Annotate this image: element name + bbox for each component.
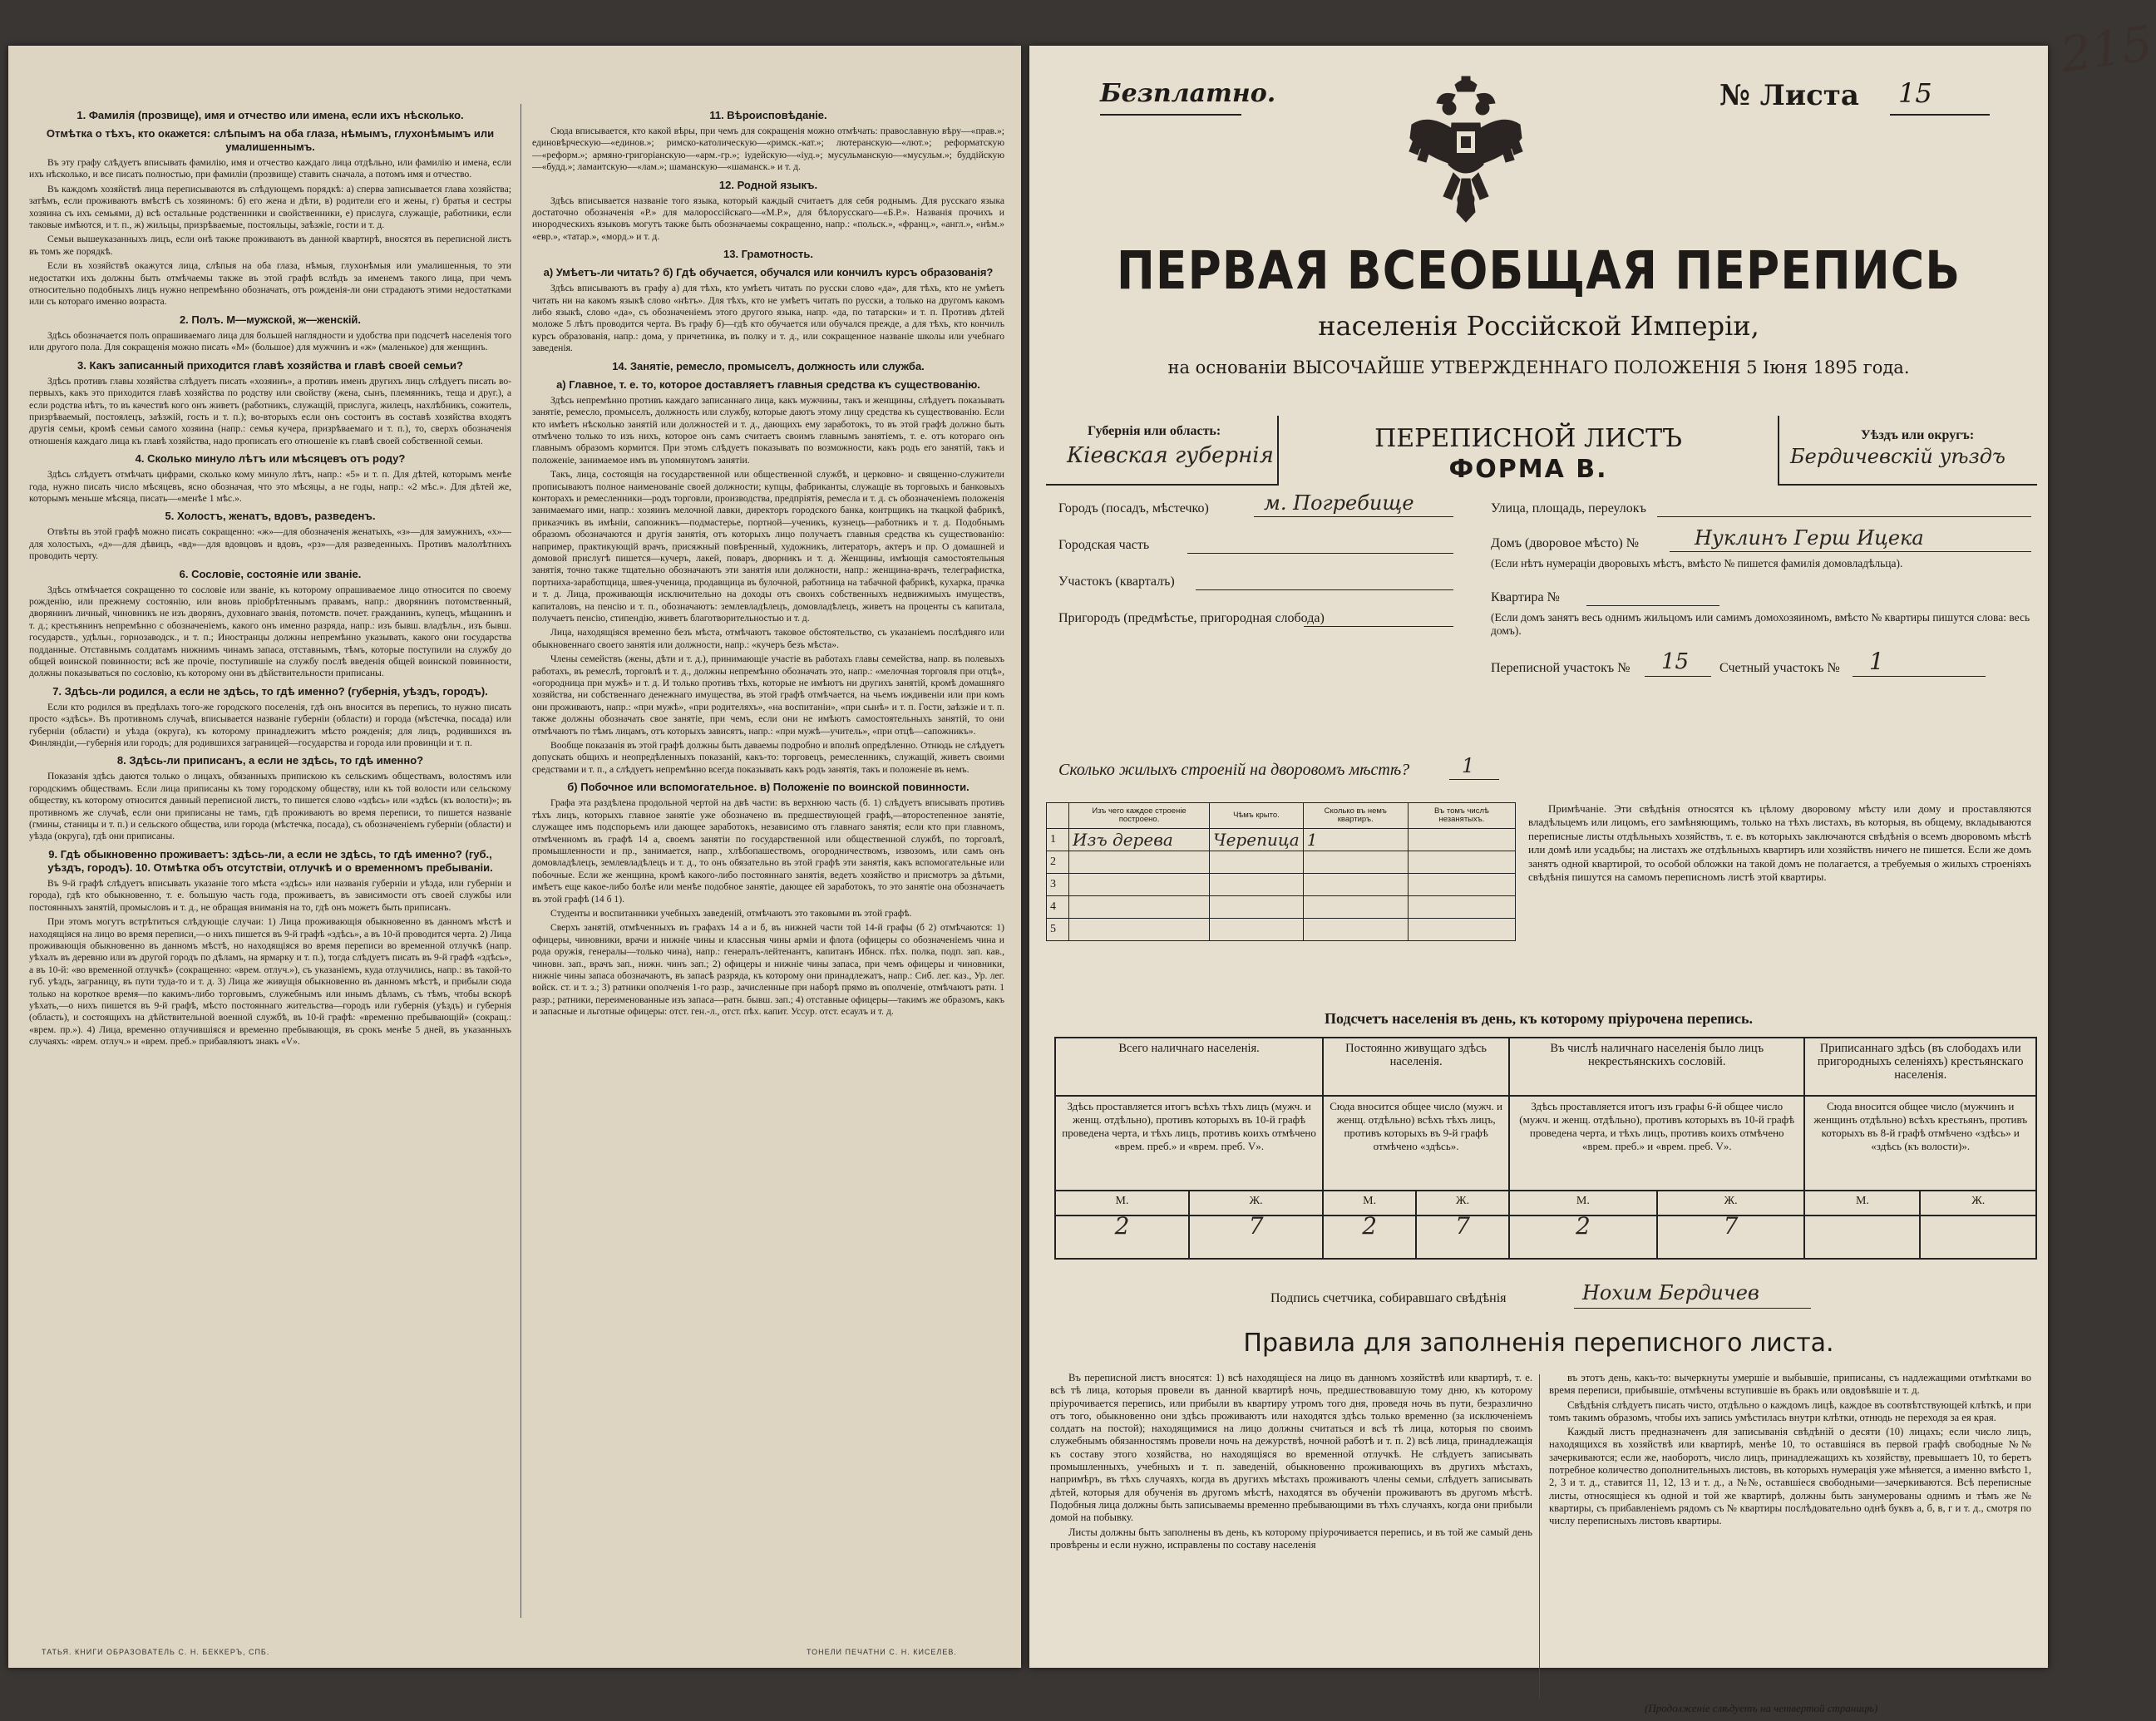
census-form-page (1029, 14, 2156, 1714)
building-material (1069, 919, 1210, 941)
building-roof (1210, 896, 1304, 919)
apartment-label: Квартира № (1491, 590, 1560, 604)
divider (1304, 626, 1453, 627)
paragraph: Здѣсь вписываютъ въ графу а) для тѣхъ, кто умѣетъ читать по русски слово «да», для тѣхъ, кто не умѣетъ читать ни на какомъ языкѣ слово «нѣтъ». Для тѣхъ, кто не умѣетъ читать по русски, а только на другомъ какомъ либо языкѣ, слово «да», съ обозначеніемъ этого другого языка, напр. «да, по татарски» и т. п. Противъ дѣтей моложе 5 лѣтъ проводится черта. Въ графу б)—гдѣ кто обучается или обучался прежде, а для тѣхъ, кто кончилъ курсъ образованія, напр.: дома, у причетника, въ полку и т. д., или сокращенное названіе школы или учебнаго заведенія. (532, 283, 1004, 354)
table-header-row (1055, 1038, 2036, 1096)
table-header-row (1047, 803, 1516, 829)
count-value (1920, 1216, 2036, 1259)
paragraph: Здѣсь противъ главы хозяйства слѣдуетъ писать «хозяинъ», а противъ именъ другихъ лицъ слѣдуетъ писать во-первыхъ, какъ это приходится главѣ хозяйства по родству или свойству (жена, сынъ, племянникъ, теща и друг.), а если родства нѣтъ, то въ качествѣ кого онъ живетъ (работникъ, служащій, прислуга, жилецъ, нахлѣбникъ, сожитель, призрѣваемый, постоялецъ, заѣзжій, гость и т. п.); во-вторыхъ если онъ состоитъ въ составѣ хозяйства входятъ другія семьи, кромѣ семьи самого хозяина (напр.: семья кучера, призрѣваемаго и т. п.), то, сверхъ обозначенія отношенія каждаго лица къ главѣ хозяйства, надо прописать его отношеніе къ главѣ своей собственной семьи. (29, 375, 511, 446)
sheet-number-value: 15 (1898, 77, 1932, 109)
female-header: Ж. (1657, 1191, 1805, 1216)
rules-paragraph: Въ переписной листъ вносятся: 1) всѣ находящіеся на лицо въ данномъ хозяйствѣ или квартирѣ, т. е. всѣ тѣ лица, которыя провели въ данной квартирѣ ночь, предшествовавшую тому дню, къ которому пріурочивается перепись, или прибыли въ квартиру утромъ того дня, проведя ночь въ пути, безразлично отъ того, обыкновенно они здѣсь проживаютъ или находятся здѣсь только временно (за исключеніемъ солдатъ на постой); находящимися на лицо должны считаться и всѣ тѣ лица, которыя по своимъ служебнымъ обязанностямъ провели ночь на дежурствѣ, ночной работѣ и т. п. 2) всѣ лица, принадлежащія къ составу этого хозяйства, но находящіяся во временной отлучкѣ. Не слѣдуетъ записывать промышленныхъ, учебныхъ и т. п. заведеній, обыкновенно проживающихъ въ другихъ мѣстахъ, напримѣръ, въ тѣхъ случаяхъ, когда въ другихъ мѣстахъ проживаютъ члены семьи, слѣдуетъ записывать дѣтей, которыя для обученія въ другомъ мѣстѣ, находятся въ обученіи проживаютъ въ другомъ мѣстѣ. Подобныя лица должны быть записываемы временно пребывающими въ тѣхъ случаяхъ, когда они прибыли домой на побывку. (1050, 1372, 1532, 1524)
count-values-row (1055, 1216, 2036, 1259)
count-value: 7 (1189, 1216, 1323, 1259)
column-header: Сколько въ немъ квартиръ. (1303, 803, 1408, 829)
count-value: 7 (1657, 1216, 1805, 1259)
paragraph: Сюда вписывается, кто какой вѣры, при чемъ для сокращенія можно отмѣчать: православную вѣру—«прав.»; единовѣрческую—«единов.»; римско-католическую—«римск.-кат.»; лютеранскую—«лют.»; реформатскую—«реформ.»; армяно-григоріанскую—«арм.-гр.»; іудейскую—«іуд.»; мусульманскую—«мусульм.»; буддійскую—«будд.»; ламаитскую—«лам.»; шаманскую—«шаманск.» и т. д. (532, 126, 1004, 173)
section-heading: 12. Родной языкъ. (718, 178, 818, 191)
legal-basis: на основаніи ВЫСОЧАЙШЕ УТВЕРЖДЕННАГО ПОЛОЖЕНІЯ 5 Іюня 1895 года. (1167, 358, 1910, 377)
paragraph: Семьи вышеуказанныхъ лицъ, если онѣ также проживаютъ въ данной квартирѣ, вносятся въ переписной листъ въ томъ же порядкѣ. (29, 234, 511, 257)
section-heading: 7. Здѣсь-ли родился, а если не здѣсь, то гдѣ именно? (губернія, уѣздъ, городъ). (52, 684, 488, 698)
section-heading: 5. Холостъ, женатъ, вдовъ, разведенъ. (165, 510, 376, 523)
column-description: Сюда вносится общее число (мужч. и женщ. отдѣльно) всѣхъ тѣхъ лицъ, противъ которыхъ въ 9-й графѣ отмѣчено «здѣсь». (1323, 1096, 1509, 1191)
section-heading: 1. Фамилія (прозвище), имя и отчество или имена, если ихъ нѣсколько. (76, 109, 464, 121)
row-number: 4 (1047, 896, 1069, 919)
printer-imprint-left: ТАТЬЯ. КНИГИ ОБРАЗОВАТЕЛЬ С. Н. БЕККЕРЪ, СПБ. (42, 1648, 270, 1656)
census-title: ПЕРВАЯ ВСЕОБЩАЯ ПЕРЕПИСЬ (1116, 239, 1961, 301)
divider (1890, 114, 1990, 116)
count-precinct-value: 1 (1869, 648, 1884, 675)
building-roof: Черепица (1210, 829, 1304, 851)
female-header: Ж. (1416, 1191, 1509, 1216)
building-material (1069, 874, 1210, 896)
buildings-label: Сколько жилыхъ строеній на дворовомъ мѣстѣ? (1058, 761, 1410, 779)
count-value: 2 (1055, 1216, 1189, 1259)
paragraph: Сверхъ занятій, отмѣченныхъ въ графахъ 14 а и б, въ нижней части той 14-й графы (б 2) отмѣчаются: 1) офицеры, чиновники, врачи и нижніе чины и классныя чины армiи и флота (офицеры со обозначеніемъ чина и рода оружія, генералы—только чина), напр.: генералъ-лейтенантъ, капитанъ Ибнск. пѣх. полка, подп. зап. кав., чиновн. зап., врачъ зап., нижн. чинъ зап.; 2) офицеры и нижніе чины запаса, при чемъ офицеры и чиновники, нижніе чины запаса обозначаютъ, въ запасѣ разряда, къ которому они принадлежатъ, напр.: Сиб. лег. каз., Ур. лег. войск. ст. и т. з.; 3) ратники ополченія 1-го разр., зачисленные при наборѣ прямо въ ополченіе, отмѣчаютъ ратн. 1 разр.; ратники, переименованные изъ запаса—ратн. бывш. зап.; 4) отставные офицеры—такимъ же образомъ, какъ и запасные и льготные офицеры: отст. ген.-л., отст. пѣх. капит. Уссур. отст. есаулъ и т. д. (532, 922, 1004, 1018)
province-value: Кіевская губернія (1067, 443, 1274, 468)
count-precinct-label: Счетный участокъ № (1719, 661, 1840, 675)
enumerator-signature: Нохим Бердичев (1582, 1281, 1759, 1304)
rules-column-2 (1549, 1372, 2031, 1721)
enumerator-signature-label: Подпись счетчика, собиравшаго свѣдѣнія (1270, 1291, 1507, 1305)
rules-paragraph: Свѣдѣнія слѣдуетъ писать чисто, отдѣльно о каждомъ лицѣ, каждое въ соотвѣтствующей клѣткѣ, и при томъ такимъ образомъ, чтобы ихъ запись умѣстилась внутри клѣтки, отнюдь не переходя за ея края. (1549, 1398, 2031, 1423)
city-label: Городъ (посадъ, мѣстечко) (1058, 501, 1209, 515)
buildings-value: 1 (1462, 754, 1475, 777)
column-divider (520, 104, 521, 1618)
sex-header-row (1055, 1191, 2036, 1216)
rules-paragraph: Каждый листъ предназначенъ для записыванія свѣдѣній о десяти (10) лицахъ; если число лицъ, находящихся въ хозяйствѣ или квартирѣ, менѣе 10, то оставшіяся въ первой графѣ свободные №№ зачеркиваются; если же, наоборотъ, число лицъ, принадлежащихъ къ хозяйству, превышаетъ 10, то беретъ потребное количество дополнительныхъ листовъ, въ которыхъ нумерація уже мѣняется, а именно вмѣсто 1, 2, 3 и т. д., ставится 11, 12, 13 и т. д., а №№, оставшіеся свободными—зачеркиваются. Всѣ переписные листы, относящіеся къ одной и той же квартирѣ, должны быть занумерованы однимъ и тѣмъ же № квартиры, съ прибавленіемъ рядомъ съ № квартиры послѣдовательно однѣ буквъ а, б, в, г и т. д., смотря по числу переписныхъ листовъ квартиры. (1549, 1426, 2031, 1527)
female-header: Ж. (1920, 1191, 2036, 1216)
male-header: М. (1055, 1191, 1189, 1216)
divider (1853, 676, 1986, 677)
precinct-label: Участокъ (кварталъ) (1058, 574, 1175, 589)
building-material (1069, 851, 1210, 874)
table-row (1047, 851, 1516, 874)
buildings-table (1046, 802, 1516, 941)
paragraph: При этомъ могутъ встрѣтиться слѣдующіе случаи: 1) Лица проживающія обыкновенно въ данномъ мѣстѣ и находящіяся на лицо во время переписи,—о нихъ пишется въ 9-й графѣ «здѣсь», а въ 10-й проводится черта. 2) Лица проживающія обыкновенно въ данномъ мѣстѣ, но находящіяся во время переписи во временной отлучкѣ (напр. уѣхалъ въ деревню или въ другой городъ по дѣламъ, на ярмарку и т. п.), тогда слѣдуетъ писать въ 9-й графѣ «здѣсь», а въ 10-й: «во временной отлучкѣ» (сокращенно: «врем. отлуч.»), съ указаніемъ, куда отлучились, напр.: въ такой-то губ. уѣздъ, заграницу, въ пути туда-то и т. д. 3) Лица же живущія обыкновенно въ данномъ мѣстѣ, и прибыли сюда только на короткое время—по какимъ-либо торговымъ, служебнымъ или инымъ дѣламъ, съ тѣмъ, чтобы вскорѣ уѣхать,—о нихъ пишется въ 9-й графѣ, мѣсто постояннаго жительства—городъ или губернія (уѣздъ) и губернія (область), и состоящихъ на дѣйствительной военной службѣ, въ 10-й графѣ: «временно пребывающій» (сокращ.: «врем. пр.»). 4) Лица, временно отлучившіяся и временно пребывающія, въ срокъ менѣе 5 дней, въ указанныхъ случаяхъ: «врем. отлуч.» и «врем. преб.» прибавляютъ знакъ «V». (29, 916, 511, 1048)
count-value (1804, 1216, 1920, 1259)
divider (1574, 1308, 1811, 1309)
continued-note: (Продолженіе слѣдуетъ на четвертой страницѣ) (1645, 1702, 1878, 1714)
column-header: Въ числѣ наличнаго населенія было лицъ некрестьянскихъ сословій. (1509, 1038, 1804, 1096)
paragraph: Показанія здѣсь даются только о лицахъ, обязанныхъ припискою къ сельскимъ обществамъ, волостямъ или городскимъ обществамъ. Если лица приписаны къ тому городскому обществу, или къ той волости или сельскому обществу, къ которому относится данный переписной листъ, то пишется слово «здѣсь» или «здѣсь (къ волости)»; въ противномъ же случаѣ, если они приписаны не тамъ, гдѣ проживаютъ во время переписи, то пишется названіе (гмины, станицы и т. п.) и сельского общества, или города (мѣстечка, посада), съ обозначеніемъ губерніи (области) и уѣзда (округа), гдѣ они приписаны. (29, 771, 511, 842)
paragraph: Лица, находящіяся временно безъ мѣста, отмѣчаютъ таковое обстоятельство, съ указаніемъ послѣдняго или обыкновеннаго своего занятія или должности, напр.: «кучеръ безъ мѣста». (532, 627, 1004, 650)
section-heading: 6. Сословіе, состояніе или званіе. (179, 567, 362, 580)
male-header: М. (1323, 1191, 1416, 1216)
male-header: М. (1509, 1191, 1657, 1216)
suburb-label: Пригородъ (предмѣстье, пригородная слобода) (1058, 611, 1325, 625)
paragraph: Здѣсь вписывается названіе того языка, который каждый считаетъ для себя роднымъ. Для русскаго языка достаточно обозначенія «Р.» для малороссійскаго—«М.Р.», для бѣлорусскаго—«Б.Р.». Названія прочихъ и инородческихъ языковъ могутъ также быть обозначаемы сокращенно, напр.: «польск.», «франц.», «англ.», «нѣм.» «евр.», «татар.», «морд.» и т. д. (532, 195, 1004, 242)
building-apts: 1 (1303, 829, 1408, 851)
count-value: 2 (1323, 1216, 1416, 1259)
census-precinct-label: Переписной участокъ № (1491, 661, 1631, 675)
paragraph: Студенты и воспитанники учебныхъ заведеній, отмѣчаютъ это таковыми въ этой графѣ. (550, 907, 912, 919)
street-label: Улица, площадь, переулокъ (1491, 501, 1646, 515)
paragraph: Если въ хозяйствѣ окажутся лица, слѣпыя на оба глаза, нѣмыя, глухонѣмыя или умалишенныя, то эти недостатки ихъ должны быть отмѣчаемы также въ этой графѣ вслѣдъ за именемъ такого лица, при чемъ относительно подобныхъ лицъ нужно непремѣнно обозначать, отъ рожденія-ли они страдаютъ этими недостатками или съ котораго именно возраста. (29, 260, 511, 308)
male-header: М. (1804, 1191, 1920, 1216)
section-heading: 3. Какъ записанный приходится главѣ хозяйства и главѣ своей семьи? (77, 358, 463, 372)
table-row (1047, 829, 1516, 851)
building-apts (1303, 851, 1408, 874)
rules-paragraph: въ этотъ день, какъ-то: вычеркнуты умершіе и выбывшіе, приписаны, съ надлежащими отмѣтками во время переписи, прибывшіе, отмѣчены вступившіе въ бракъ или овдовѣвшіе и т. д. (1549, 1372, 2031, 1397)
building-vacant (1408, 919, 1515, 941)
table-row (1055, 1096, 2036, 1191)
city-district-label: Городская часть (1058, 538, 1150, 552)
column-description: Здѣсь проставляется итогъ изъ графы 6-й общее число (мужч. и женщ. отдѣльно), противъ которыхъ въ 10-й графѣ проведена черта, и тѣхъ лицъ, противъ коихъ отмѣчено «врем. преб.» и «врем. преб. V». (1509, 1096, 1804, 1191)
building-roof (1210, 874, 1304, 896)
paragraph: Отвѣты въ этой графѣ можно писать сокращенно: «ж»—для обозначенія женатыхъ, «з»—для замужнихъ, «х»—для холостыхъ, «д»—для дѣвицъ, «вд»—для вдовцовъ и вдовъ, «рз»—для разведенныхъ. Противъ малолѣтнихъ проводить черту. (29, 526, 511, 562)
table-row (1047, 896, 1516, 919)
row-number: 3 (1047, 874, 1069, 896)
house-note: (Если нѣтъ нумераціи дворовыхъ мѣстъ, вмѣсто № пишется фамилія домовладѣльца). (1491, 557, 1903, 570)
paragraph: Здѣсь отмѣчается сокращенно то сословіе или званіе, къ которому опрашиваемое лицо относится по своему рожденію, или прежнему состоянію, или вновь пріобрѣтеннымъ правамъ, напр.: дворянинъ потомственный, дворянинъ личный, чиновникъ не изъ дворянъ, духовнаго званія, потомств. почет. гражданинъ, купецъ, мѣщанинъ и т. д.; крестьянинъ непремѣнно с обозначеніемъ, какого онъ именно разряда, напр.: изъ бывш. владѣльч., изъ бывш. государств., удѣльн., горнозаводск., и т. п.; Иностранцы должны непремѣнно указывать, какого они государства подданные. Отставнымъ солдатамъ нижнимъ чинамъ запаса, отставнымъ, тѣмъ, которые поступили на службу до общей воинской повинности; всѣ же прочіе, поступившіе на службу послѣ введенія общей воинской повинности, должны показываться по сословію, къ которому они въ дѣйствительности приписаны. (29, 584, 511, 679)
count-value: 7 (1416, 1216, 1509, 1259)
uezd-label: Уѣздъ или округъ: (1861, 428, 1975, 442)
building-roof (1210, 851, 1304, 874)
paragraph: Въ эту графу слѣдуетъ вписывать фамилію, имя и отчество каждаго лица отдѣльно, или фамилію и имена, если ихъ нѣсколько, и все писать полностью, при фамиліи (прозвище) ставить сначала, а потомъ имя и отчество. (29, 157, 511, 180)
building-material (1069, 896, 1210, 919)
house-value: Нуклинъ Герш Ицека (1695, 526, 1924, 550)
section-heading: 13. Грамотность. (723, 248, 813, 261)
uezd-value: Бердичевскій уѣздъ (1790, 445, 2006, 468)
paragraph: Если кто родился въ предѣлахъ того-же городского поселенія, гдѣ онъ вносится въ перепись, то нужно писать просто «здѣсь». Въ противномъ случаѣ, вписывается названіе губерніи (области) и города (мѣстечка, посада) или губерніи (области) и уѣзда (округа), къ которому принадлежитъ мѣсто рожденія; для лицъ, родившихся въ Финляндіи,—губернія или городъ; для родившихся заграницей—государства и города или провинціи и т. п. (29, 701, 511, 749)
divider (1645, 676, 1711, 677)
paragraph: Въ каждомъ хозяйствѣ лица переписываются въ слѣдующемъ порядкѣ: а) сперва записывается глава хозяйства; затѣмъ, если проживаютъ вмѣстѣ съ хозяиномъ: б) его жена и дѣти, в) родители его и жены, г) братья и сестры хозяина съ ихъ семьями, д) всѣ остальные родственники и свойственники, е) прислуга, служащіе, работники, если таковые имѣются, и т. п., ж) жильцы, призрѣваемые, постояльцы, заѣзжіе, гости и т. д. (29, 183, 511, 231)
female-header: Ж. (1189, 1191, 1323, 1216)
paragraph: Здѣсь непремѣнно противъ каждаго записаннаго лица, какъ мужчины, такъ и женщины, слѣдуетъ показывать занятіе, ремесло, промыселъ, должность или службу, которые даютъ этому лицу средства къ существованію. Если кто имѣетъ нѣсколько занятій или должностей и т. д., дающихъ ему заработокъ, то въ этой графѣ должно быть отмѣчено только то изъ нихъ, которое онъ самъ считаетъ своимъ главнымъ занятіемъ, т. е. отъ котораго онъ главнымъ образомъ кормится. При этомъ слѣдуетъ показывать по возможности, какъ родъ его занятій, такъ и положеніе, занимаемое имъ въ упомянутомъ занятіи. (532, 394, 1004, 466)
note-paragraph: Примѣчаніе. Эти свѣдѣнія относятся къ цѣлому дворовому мѣсту или дому и проставляются владѣльцемъ или лицомъ, его замѣняющимъ, только на тѣхъ листахъ, въ которыя, въ общему, вкладываются переписные листы отдѣльныхъ хозяйствъ, т. е. въ которыхъ заключаются свѣдѣнія о всемъ дворовомъ мѣстѣ или домѣ или усадьбы; на листахъ же отдѣльныхъ квартиръ или хозяйствъ ничего не пишется. Если же домъ занятъ одной квартирой, то особой обложки на такой домъ не полагается, а требуемыя о жилыхъ строеніяхъ свѣдѣнія пишутся на самомъ переписномъ листѣ этой квартиры. (1528, 802, 2031, 884)
building-vacant (1408, 829, 1515, 851)
column-divider (1539, 1374, 1540, 1699)
city-value: м. Погребище (1264, 491, 1414, 515)
section-heading: Отмѣтка о тѣхъ, кто окажется: слѣпымъ на оба глаза, нѣмымъ, глухонѣмымъ или умалишеннымъ. (46, 127, 495, 153)
section-heading: 9. Гдѣ обыкновенно проживаетъ: здѣсь-ли, а если не здѣсь, то гдѣ именно? (губ., уѣздъ, городъ). 10. Отмѣтка объ отсутствіи, отлучкѣ и о временномъ пребываніи. (47, 847, 493, 874)
column-header: Чѣмъ крыто. (1210, 803, 1304, 829)
building-apts (1303, 896, 1408, 919)
divider (1657, 516, 2031, 517)
column-header: Всего наличнаго населенія. (1055, 1038, 1323, 1096)
divider (1100, 114, 1241, 116)
paragraph: Такъ, лица, состоящія на государственной или общественной службѣ, и церковно- и священно-служители прописываютъ полное наименованіе своей должности; купцы, фабриканты, служащіе въ торговыхъ и банковыхъ конторахъ и ремесленники—родъ торговли, производства, предпріятія, ремесла и т. д. съ обозначеніемъ положенія занимаемаго ими, напр.: хозяинъ мелочной лавки, директоръ городского банка, контрщикъ на ткацкой фабрикѣ, приказчикъ въ имѣніи, сапожникъ—подмастерье, портной—ученикъ, кузнецъ—работникъ и т. д. Подобнымъ образомъ обозначаются и другія занятія, отъ которыхъ лицо получаетъ главныя средства къ существованію: например, практикующій врачъ, присяжный повѣренный, художникъ, литераторъ, актеръ и пр. О домашней и домовой прислугѣ пишется—кучеръ, лакей, поваръ, дворникъ и т. д. Женщины, имѣющія самостоятельныя занятія, точно также тщательно обозначаютъ эти занятія или должности, напр.: женщина-врачъ, телеграфистка, портниха-заработщица, швея-ученица, продавщица въ булочной, работница на табачной фабрикѣ, кухарка, прачка и т. д. Лица, проживающія исключительно на доходы отъ своихъ собственныхъ недвижимыхъ имуществъ, капиталовъ, на пенсію и т. п., обозначаютъ: землевладѣлецъ, домовладѣлецъ, живетъ на проценты съ капитала, получаетъ пенсію, стипендію, живетъ благотворительностью и т. д. (532, 469, 1004, 624)
building-vacant (1408, 896, 1515, 919)
divider (1187, 553, 1453, 554)
paragraph: Въ 9-й графѣ слѣдуетъ вписывать указаніе того мѣста «здѣсь» или названія губерніи и уѣзда, или губерніи и города), гдѣ кто обыкновенно, т. е. большую часть года, проживаетъ, въ зависимости отъ своей службы или постоянныхъ занятій, промысловъ и т. д., не обращая вниманія на то, гдѣ онъ можетъ быть приписанъ. (29, 877, 511, 913)
building-vacant (1408, 874, 1515, 896)
house-label: Домъ (дворовое мѣсто) № (1491, 536, 1639, 550)
paragraph: Здѣсь слѣдуетъ отмѣчать цифрами, сколько кому минуло лѣтъ, напр.: «5» и т. п. Для дѣтей, которымъ менѣе года, нужно писать число мѣсяцевъ, ясно обозначая, что это мѣсяцы, а не годы, напр.: «2 мѣс.». Для дѣтей же, которымъ меньше мѣсяца, писать—«менѣе 1 мѣс.». (29, 469, 511, 504)
printer-imprint-right: ТОНЕЛИ ПЕЧАТНИ С. Н. КИСЕЛЕВ. (807, 1648, 957, 1656)
divider (1449, 779, 1499, 780)
archive-number-mark: 215 (2056, 14, 2156, 84)
population-count-title: Подсчетъ населенія въ день, къ которому пріурочена перепись. (1324, 1010, 1754, 1027)
section-heading: 2. Полъ. М—мужской, ж—женскій. (179, 313, 362, 326)
building-apts (1303, 919, 1408, 941)
section-heading: 8. Здѣсь-ли приписанъ, а если не здѣсь, то гдѣ именно? (116, 754, 424, 767)
row-number: 2 (1047, 851, 1069, 874)
section-heading: б) Побочное или вспомогательное. в) Положеніе по воинской повинности. (567, 781, 969, 794)
column-header: Изъ чего каждое строеніе построено. (1069, 803, 1210, 829)
left-column-1 (29, 104, 511, 1626)
free-of-charge-label: Безплатно. (1100, 79, 1276, 108)
paragraph: Члены семействъ (жены, дѣти и т. д.), принимающіе участіе въ работахъ главы семейства, напр. въ полевыхъ работахъ, въ ремеслѣ, торговлѣ и т. д., должны непремѣнно обозначать это, напр.: «мелочная торговля при отцѣ», «огородница при мужѣ» и т. д. И только противъ тѣхъ, которые не имѣютъ ни другихъ занятій, кромѣ домашняго хозяйства, ни собственнаго денежнаго имущества, въ этой графѣ отмѣчается, на чьемъ иждивеніи или при комъ они проживаютъ, напр.: «при мужѣ», «при родителяхъ», «на воспитаніи», «при сынѣ» и т. п. Гости, заѣзжіе и т. п. также должны обозначать свое занятіе, при чемъ, если они не имѣютъ самостоятельныхъ занятій, то они отмѣчаютъ по тѣмъ лицамъ, отъ которыхъ зависятъ, напр.: «при мужѣ—учитель», «при отцѣ—сапожникъ». (532, 653, 1004, 737)
rules-column-1 (1050, 1372, 1532, 1721)
building-apts (1303, 874, 1408, 896)
count-value: 2 (1509, 1216, 1657, 1259)
paragraph: Здѣсь обозначается полъ опрашиваемаго лица для большей наглядности и удобства при подсчетѣ населенія того или другого пола. Для сокращенія можно писать «М» (большое) для мужчинъ и «ж» (маленькое) для женщинъ. (29, 329, 511, 353)
section-heading: а) Главное, т. е. то, которое доставляетъ главныя средства къ существованію. (556, 377, 980, 391)
paragraph: Вообще показанія въ этой графѣ должны быть даваемы подробно и вполнѣ опредѣленно. Отнюдь не слѣдуетъ допускать общихъ и неопредѣленныхъ показаній, какъ-то: торговецъ, ремесленникъ, служащій, живетъ своими средствами и т. п., а слѣдуетъ непремѣнно всегда показывать какъ родъ занятія, такъ и положеніе въ немъ. (532, 740, 1004, 775)
population-count-table (1054, 1037, 2037, 1260)
rules-title: Правила для заполненія переписного листа. (1243, 1329, 1834, 1358)
census-precinct-value: 15 (1661, 649, 1690, 674)
apartment-note: (Если домъ занятъ весь однимъ жильцомъ или самимъ домохозяиномъ, вмѣсто № квартиры пишутся слова: весь домъ). (1491, 611, 2030, 637)
divider (1196, 589, 1453, 590)
paragraph: Графа эта раздѣлена продольной чертой на двѣ части: въ верхнюю часть (б. 1) слѣдуетъ вписывать противъ тѣхъ лицъ, которыхъ главное занятіе уже обозначено въ предшествующей графѣ,—второстепенное занятіе, служащее имъ подспорьемъ или дающее заработокъ, независимо отъ главнаго занятія; если кто при главномъ, отмѣченномъ въ графѣ 14 а, своемъ занятіи по государственной или общественной службѣ, по торговлѣ, промышленности и пр., занимается, напр., хлѣбопашествомъ, огородничествомъ, извозомъ, или самъ онъ домовладѣлецъ, землевладѣлецъ и т. д., то онъ обязательно въ этой графѣ эти занятія, какъ вспомогательные или побочные. Если же женщина, кромѣ какого-либо постояннаго занятія, ведетъ хозяйство и присмотръ за дѣтьми, имѣетъ еще какое-либо болѣе или менѣе подобное занятіе, дающее ей заработокъ, то это занятіе она обозначаетъ въ этой графѣ (14 б 1). (532, 797, 1004, 905)
rules-paragraph: Листы должны быть заполнены въ день, къ которому пріурочивается перепись, и въ той же самый день провѣрены и если нужно, исправлены по составу населенія (1050, 1526, 1532, 1551)
row-number: 1 (1047, 829, 1069, 851)
section-heading: 14. Занятіе, ремесло, промыселъ, должность или служба. (612, 359, 925, 372)
column-description: Здѣсь проставляется итогъ всѣхъ тѣхъ лицъ (мужч. и женщ. отдѣльно), противъ которыхъ въ 10-й графѣ проведена черта, и тѣхъ лицъ, противъ коихъ отмѣчено «врем. преб.» и «врем. преб. V». (1055, 1096, 1323, 1191)
section-heading: 11. Вѣроисповѣданіе. (709, 109, 827, 121)
column-header: Приписаннаго здѣсь (въ слободахъ или пригородныхъ селеніяхъ) крестьянскаго населенія. (1804, 1038, 2036, 1096)
left-column-2 (532, 104, 1004, 1626)
building-material: Изъ дерева (1069, 829, 1210, 851)
form-title: ПЕРЕПИСНОЙ ЛИСТЪ (1374, 424, 1682, 453)
divider (1586, 605, 1719, 606)
section-heading: а) Умѣетъ-ли читать? б) Гдѣ обучается, обучался или кончилъ курсъ образованія? (543, 266, 994, 279)
section-heading: 4. Сколько минуло лѣтъ или мѣсяцевъ отъ роду? (135, 452, 406, 466)
building-roof (1210, 919, 1304, 941)
column-header: Въ томъ числѣ незанятыхъ. (1408, 803, 1515, 829)
left-page (8, 46, 1021, 1668)
census-subtitle: населенія Россійской Имперіи, (1318, 310, 1759, 342)
table-row (1047, 919, 1516, 941)
row-number: 5 (1047, 919, 1069, 941)
building-vacant (1408, 851, 1515, 874)
divider (1670, 551, 2031, 552)
column-description: Сюда вносится общее число (мужчинъ и женщинъ отдѣльно) всѣхъ крестьянъ, противъ которыхъ въ 8-й графѣ отмѣчено «здѣсь» и «здѣсь (къ волости)». (1804, 1096, 2036, 1191)
imperial-eagle-emblem (1404, 75, 1528, 233)
table-row (1047, 874, 1516, 896)
form-type: ФОРМА В. (1448, 455, 1608, 484)
sheet-number-label: № Листа (1719, 79, 1859, 112)
column-header: Постоянно живущаго здѣсь населенія. (1323, 1038, 1509, 1096)
province-label: Губернія или область: (1088, 424, 1221, 438)
divider (1254, 516, 1453, 517)
